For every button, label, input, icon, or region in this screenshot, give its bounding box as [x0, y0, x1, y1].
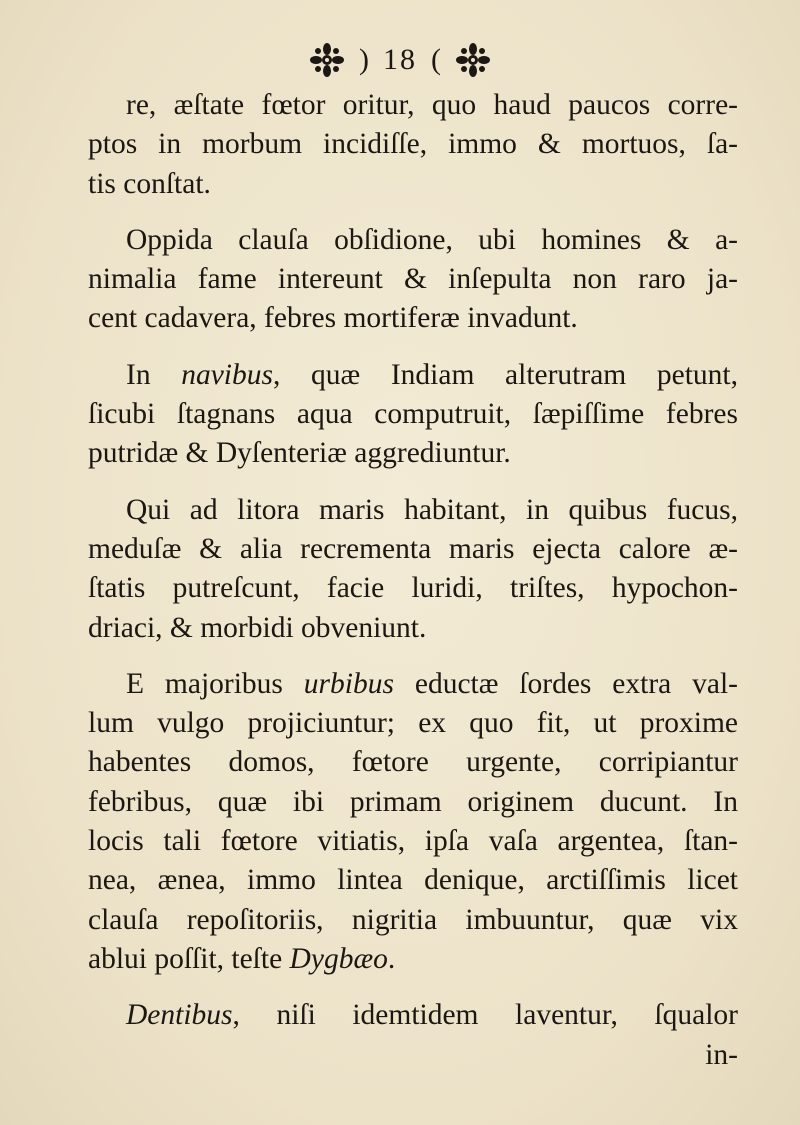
text-line: ptos in morbum incidiſſe, immo & mortuos, ſa-	[88, 128, 738, 161]
text-line	[88, 665, 738, 704]
text-line	[88, 996, 738, 1035]
text-run: ablui poſſit, teſte	[88, 942, 290, 975]
left-paren: )	[359, 43, 369, 76]
text-run: In	[126, 358, 182, 391]
text-line: ſtatis putreſcunt, facie luridi, triſtes, hypochon-	[88, 572, 738, 605]
text-line: putridæ & Dyſenteriæ aggrediuntur.	[88, 437, 511, 470]
italic-term: Dygbæo	[289, 942, 388, 975]
text-line: clauſa repoſitoriis, nigritia imbuuntur, quæ vix	[88, 903, 738, 936]
text-line: tis conſtat.	[88, 167, 211, 200]
catchword: in-	[705, 1038, 738, 1071]
text-run: , quæ Indiam alterutram petunt,	[273, 358, 738, 391]
text-line: meduſæ & alia recrementa maris ejecta calore æ-	[88, 532, 738, 565]
text-run: , niſi idemtidem laventur, ſqualor	[232, 999, 738, 1032]
body-text	[88, 86, 738, 1075]
text-line: driaci, & morbidi obveniunt.	[88, 611, 427, 644]
text-line: Oppida clauſa obſidione, ubi homines & a-	[126, 223, 738, 256]
paragraph	[88, 665, 738, 979]
italic-term: urbibus	[303, 667, 394, 700]
text-line: re, æſtate fœtor oritur, quo haud paucos corre-	[126, 89, 738, 121]
paragraph	[88, 86, 738, 204]
text-line: lum vulgo projiciuntur; ex quo fit, ut proxime	[88, 707, 738, 740]
text-line: nimalia fame intereunt & inſepulta non raro ja-	[88, 263, 738, 296]
text-line	[88, 940, 738, 979]
text-line: febribus, quæ ibi primam originem ducunt. In	[88, 785, 738, 818]
italic-term: navibus	[181, 358, 273, 391]
fleuron-icon	[455, 42, 491, 78]
text-line: ſicubi ſtagnans aqua computruit, ſæpiſſime febres	[88, 398, 738, 431]
text-run: E majoribus	[126, 667, 304, 700]
paragraph	[88, 491, 738, 648]
text-run: eductæ ſordes extra val-	[393, 667, 738, 700]
text-line: nea, ænea, immo lintea denique, arctiſſimis licet	[88, 864, 738, 897]
text-line: locis tali fœtore vitiatis, ipſa vaſa argentea, ſtan-	[88, 825, 738, 858]
right-paren: (	[431, 43, 441, 76]
paragraph	[88, 996, 738, 1035]
text-line: habentes domos, fœtore urgente, corripiantur	[88, 746, 738, 779]
page-number: 18	[383, 43, 417, 76]
text-line: cent cadavera, febres mortiferæ invadunt.	[88, 302, 578, 335]
fleuron-icon	[309, 42, 345, 78]
running-header	[0, 38, 800, 82]
paragraph	[88, 221, 738, 339]
text-line	[88, 356, 738, 395]
text-run: .	[387, 942, 396, 975]
italic-term: Dentibus	[126, 999, 233, 1032]
text-line: Qui ad litora maris habitant, in quibus fucus,	[126, 493, 738, 526]
paragraph	[88, 356, 738, 474]
